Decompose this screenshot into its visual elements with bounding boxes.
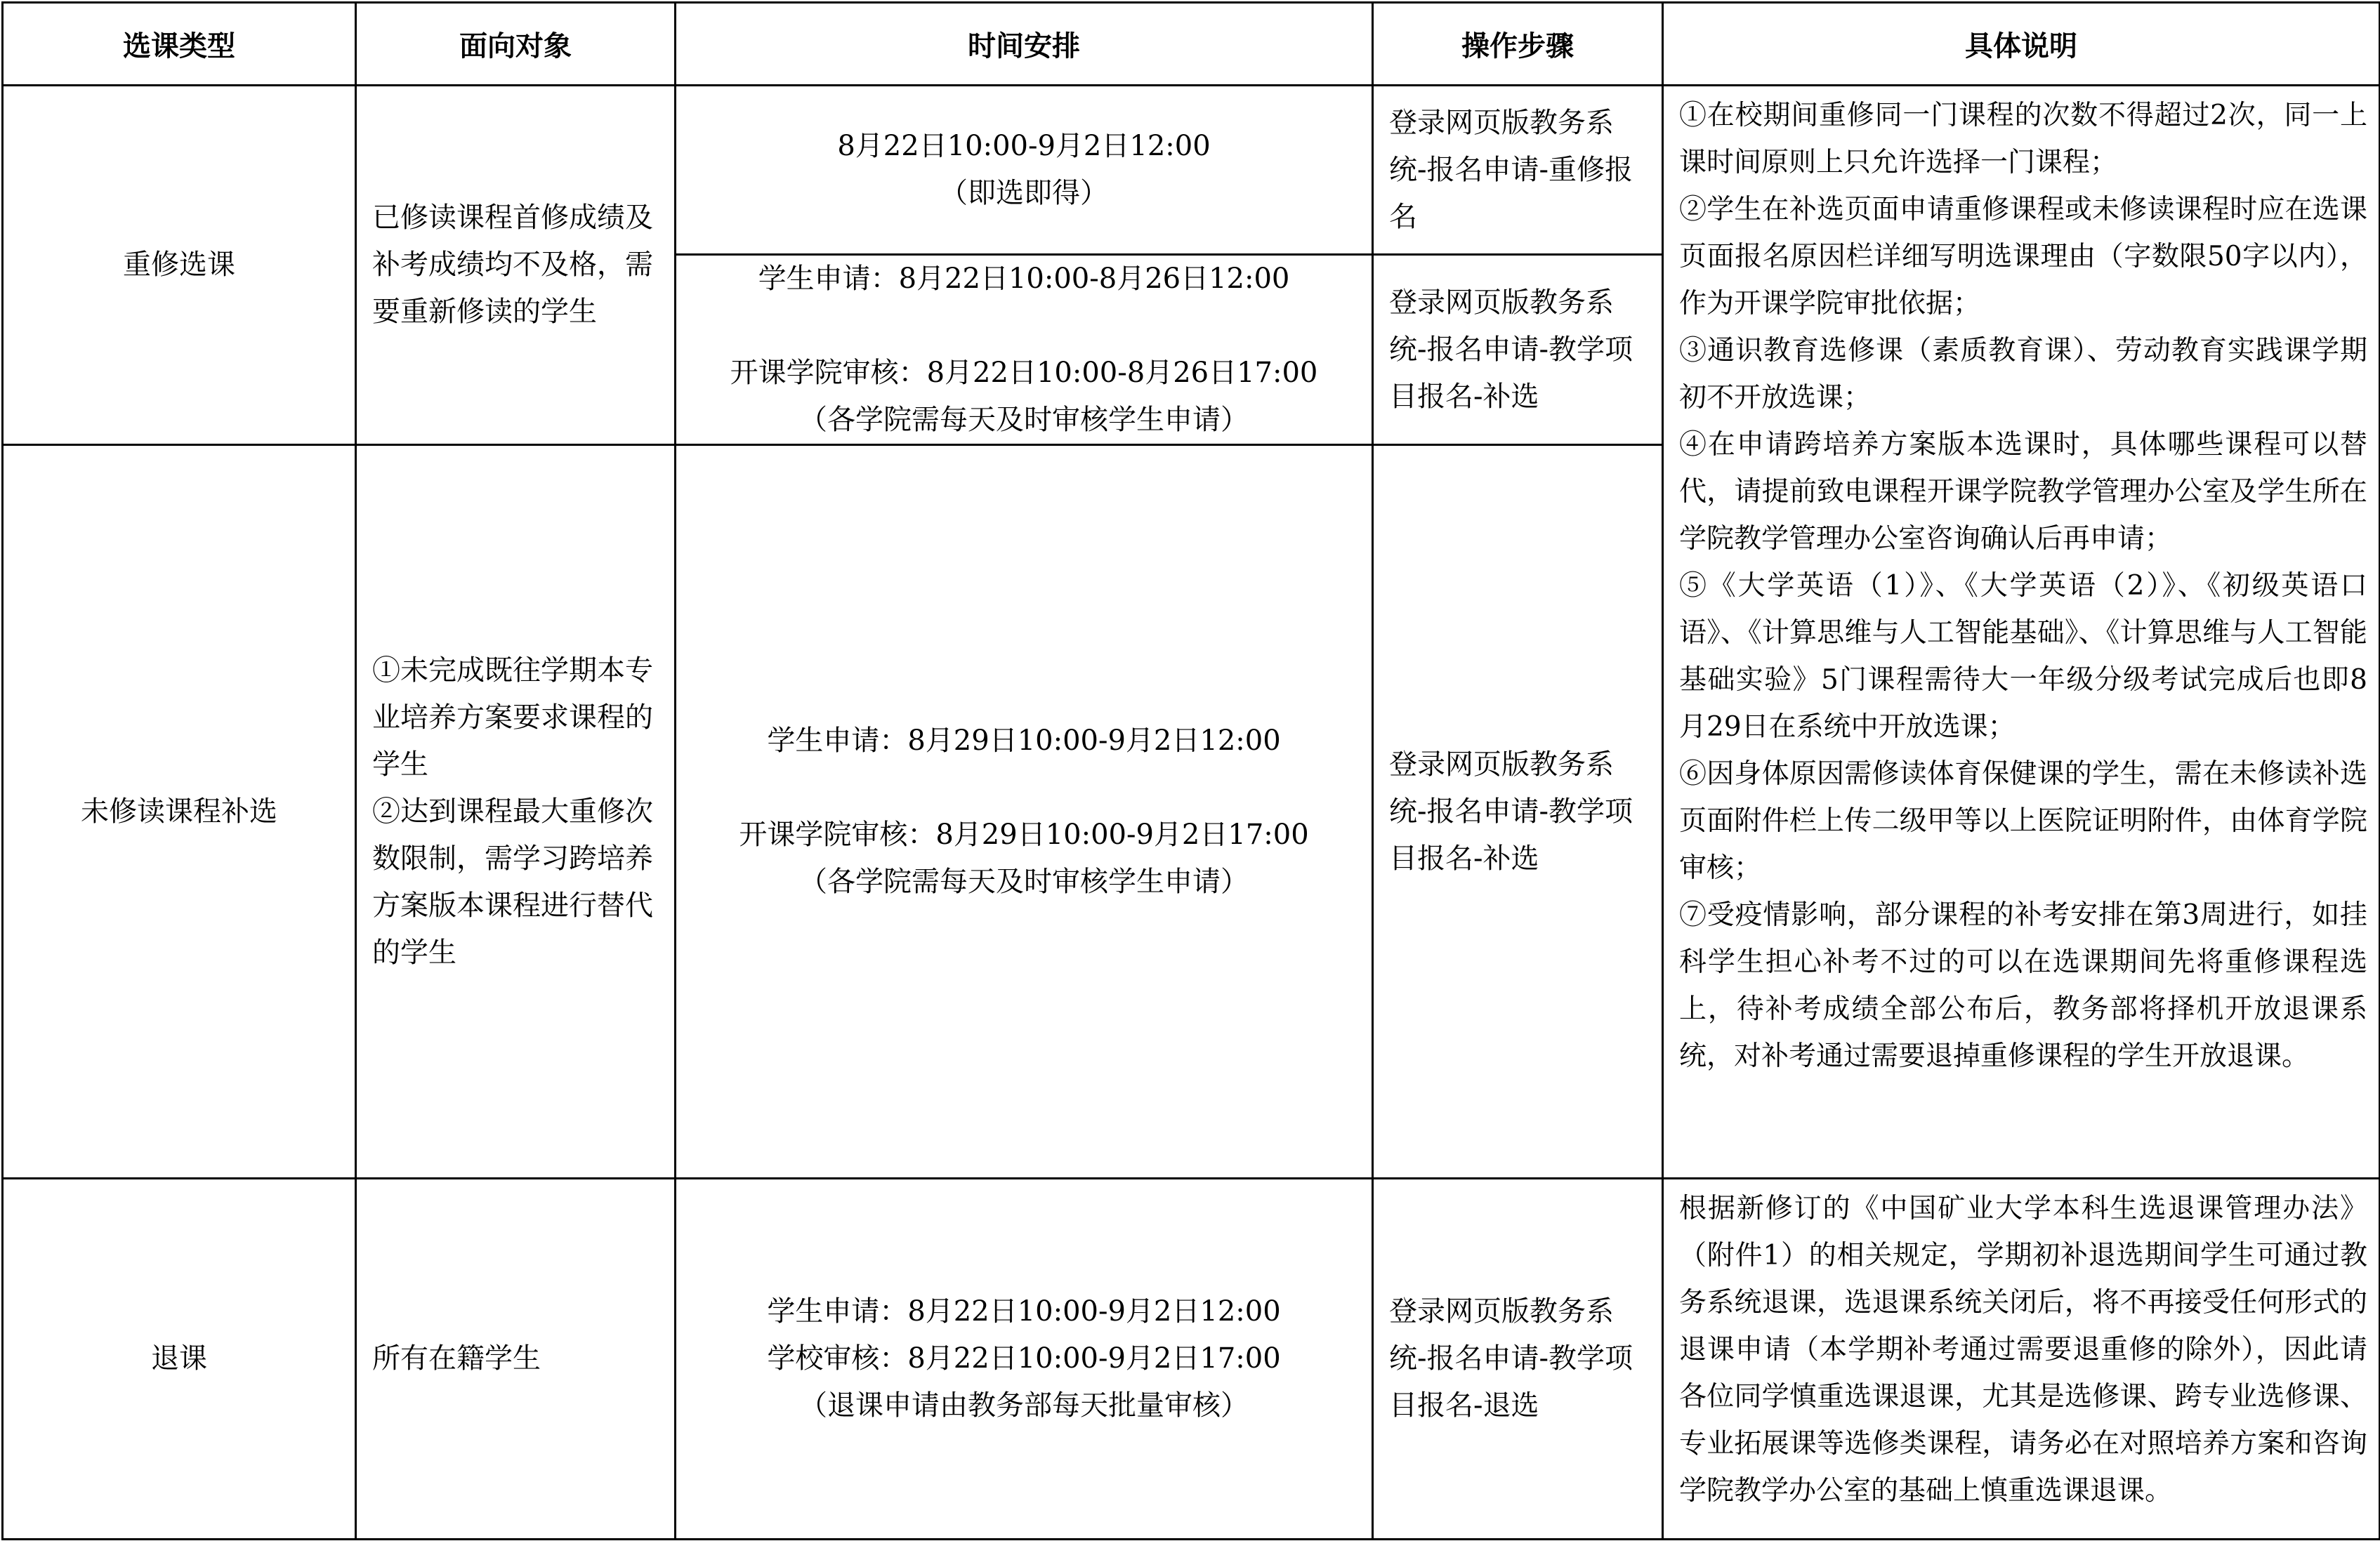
retake-steps-b: 登录网页版教务系统-报名申请-教学项目报名-补选 (1373, 255, 1663, 445)
retake-time-a-line1: 8月22日10:00-9月2日12:00 (837, 130, 1211, 162)
header-target: 面向对象 (356, 3, 676, 86)
makeup-steps: 登录网页版教务系统-报名申请-教学项目报名-补选 (1373, 445, 1663, 1179)
retake-steps-a: 登录网页版教务系统-报名申请-重修报名 (1373, 86, 1663, 255)
note-6: ⑥因身体原因需修读体育保健课的学生，需在未修读补选页面附件栏上传二级甲等以上医院证明附件，由体育学院审核； (1679, 758, 2367, 884)
header-type: 选课类型 (3, 3, 356, 86)
drop-type: 退课 (3, 1179, 356, 1540)
note-2: ②学生在补选页面申请重修课程或未修读课程时应在选课页面报名原因栏详细写明选课理由（字数限50字以内），作为开课学院审批依据； (1679, 194, 2367, 319)
drop-time-line2: 学校审核：8月22日10:00-9月2日17:00 (767, 1342, 1281, 1375)
note-5: ⑤《大学英语（1）》、《大学英语（2）》、《初级英语口语》、《计算思维与人工智能基础》、《计算思维与人工智能基础实验》5门课程需待大一年级分级考试完成后也即8月29日在系统中开放选课； (1679, 570, 2367, 743)
makeup-time-line3: （各学院需每天及时审核学生申请） (799, 866, 1249, 898)
table-row-retake-a (3, 86, 2380, 255)
header-time: 时间安排 (676, 3, 1373, 86)
retake-time-b (676, 255, 1373, 445)
makeup-target (356, 445, 676, 1179)
retake-time-b-line3: （各学院需每天及时审核学生申请） (799, 404, 1249, 436)
retake-target: 已修读课程首修成绩及补考成绩均不及格，需要重新修读的学生 (356, 86, 676, 445)
header-details: 具体说明 (1663, 3, 2380, 86)
retake-time-a-line2: （即选即得） (940, 177, 1108, 209)
retake-time-b-line1: 学生申请：8月22日10:00-8月26日12:00 (758, 263, 1290, 295)
makeup-time (676, 445, 1373, 1179)
drop-time-line3: （退课申请由教务部每天批量审核） (799, 1389, 1249, 1422)
course-selection-table (1, 1, 2380, 1540)
drop-time (676, 1179, 1373, 1540)
makeup-time-line1: 学生申请：8月29日10:00-9月2日12:00 (767, 725, 1281, 757)
drop-time-line1: 学生申请：8月22日10:00-9月2日12:00 (767, 1295, 1281, 1328)
header-steps: 操作步骤 (1373, 3, 1663, 86)
note-1: ①在校期间重修同一门课程的次数不得超过2次，同一上课时间原则上只允许选择一门课程； (1679, 100, 2367, 178)
table-header-row (3, 3, 2380, 86)
note-4: ④在申请跨培养方案版本选课时，具体哪些课程可以替代，请提前致电课程开课学院教学管理办公室及学生所在学院教学管理办公室咨询确认后再申请； (1679, 429, 2367, 555)
drop-details: 根据新修订的《中国矿业大学本科生选退课管理办法》（附件1）的相关规定，学期初补退选期间学生可通过教务系统退课，选退课系统关闭后，将不再接受任何形式的退课申请（本学期补考通过需要退重修的除外），因此请各位同学慎重选课退课，尤其是选修课、跨专业选修课、专业拓展课等选修类课程，请务必在对照培养方案和咨询学院教学办公室的基础上慎重选课退课。 (1663, 1179, 2380, 1540)
drop-steps: 登录网页版教务系统-报名申请-教学项目报名-退选 (1373, 1179, 1663, 1540)
makeup-time-line2: 开课学院审核：8月29日10:00-9月2日17:00 (739, 819, 1309, 851)
note-7: ⑦受疫情影响，部分课程的补考安排在第3周进行，如挂科学生担心补考不过的可以在选课期间先将重修课程选上，待补考成绩全部公布后，教务部将择机开放退课系统，对补考通过需要退掉重修课程的学生开放退课。 (1679, 899, 2367, 1072)
makeup-type: 未修读课程补选 (3, 445, 356, 1179)
note-3: ③通识教育选修课（素质教育课）、劳动教育实践课学期初不开放选课； (1679, 335, 2367, 414)
makeup-target-1: ①未完成既往学期本专业培养方案要求课程的学生 (372, 654, 653, 781)
table-row-drop (3, 1179, 2380, 1540)
retake-type: 重修选课 (3, 86, 356, 445)
makeup-target-2: ②达到课程最大重修次数限制，需学习跨培养方案版本课程进行替代的学生 (372, 795, 653, 969)
retake-time-b-line2: 开课学院审核：8月22日10:00-8月26日17:00 (730, 357, 1318, 389)
drop-target: 所有在籍学生 (356, 1179, 676, 1540)
retake-time-a (676, 86, 1373, 255)
notes-cell (1663, 86, 2380, 1179)
